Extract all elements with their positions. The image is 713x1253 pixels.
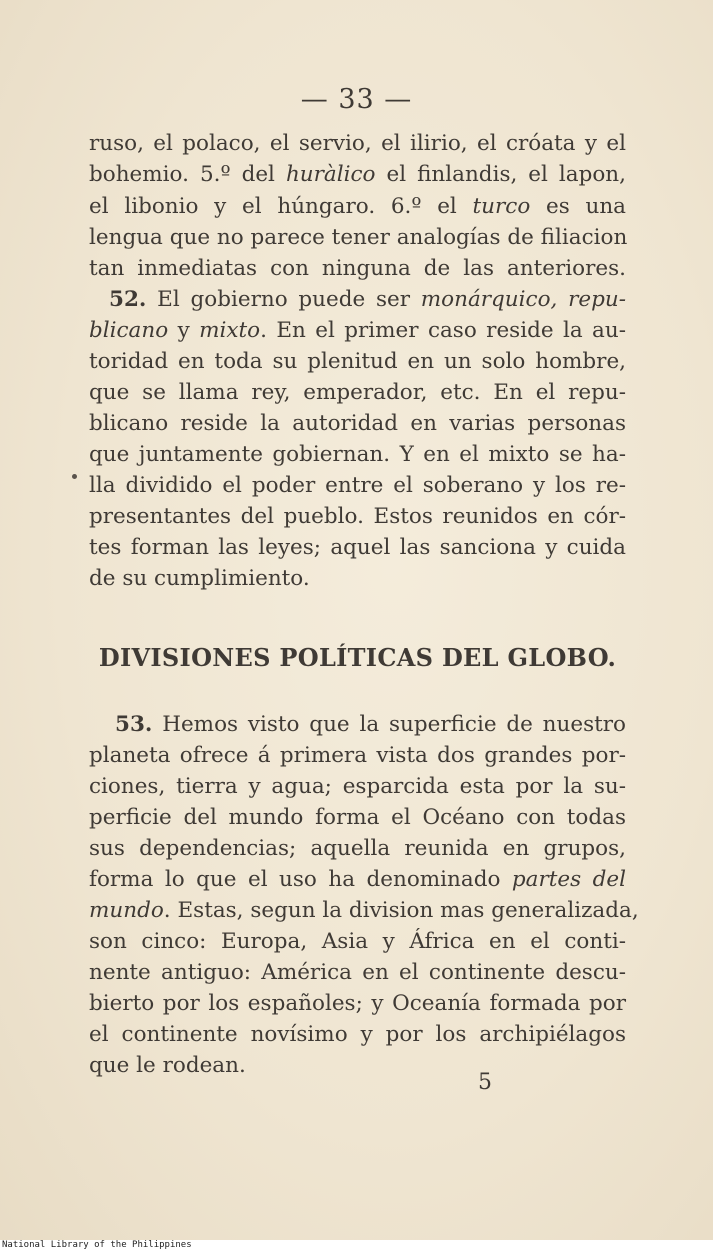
text-line: toridad en toda su plenitud en un solo hombre, bbox=[89, 349, 626, 374]
paragraph-number: 52. bbox=[109, 287, 147, 312]
signature-mark: 5 bbox=[478, 1070, 492, 1095]
text-line: forma lo que el uso ha denominado partes del bbox=[89, 867, 627, 892]
paragraph-number: 53. bbox=[115, 712, 153, 737]
text-line: 52. El gobierno puede ser monárquico, repu- bbox=[109, 287, 626, 312]
text-line: presentantes del pueblo. Estos reunidos en cór- bbox=[89, 504, 626, 529]
text-line: tes forman las leyes; aquel las sanciona y cuida bbox=[89, 535, 626, 560]
text-line: tan inmediatas con ninguna de las anteriores. bbox=[89, 256, 626, 281]
text-line: que le rodean. bbox=[89, 1053, 246, 1078]
text-line: bohemio. 5.º del huràlico el finlandis, el lapon, bbox=[89, 162, 626, 187]
text-line: mundo. Estas, segun la division mas generalizada, bbox=[89, 898, 639, 923]
text-line: que juntamente gobiernan. Y en el mixto se ha- bbox=[89, 442, 626, 467]
text-line: de su cumplimiento. bbox=[89, 566, 310, 591]
text-line: 53. Hemos visto que la superficie de nuestro bbox=[115, 712, 626, 737]
margin-mark bbox=[72, 474, 77, 479]
text-line: que se llama rey, emperador, etc. En el repu- bbox=[89, 380, 626, 405]
text-line: ruso, el polaco, el servio, el ilirio, el cróata y el bbox=[89, 131, 626, 156]
text-line: lla dividido el poder entre el soberano y los re- bbox=[89, 473, 626, 498]
text-line: bierto por los españoles; y Oceanía formada por bbox=[89, 991, 626, 1016]
text-line: lengua que no parece tener analogías de filiacion bbox=[89, 225, 628, 250]
footer-credit: National Library of the Philippines bbox=[2, 1240, 192, 1250]
text-line: son cinco: Europa, Asia y África en el conti- bbox=[89, 929, 626, 954]
text-line: ciones, tierra y agua; esparcida esta por la su- bbox=[89, 774, 626, 799]
text-line: blicano y mixto. En el primer caso reside la au- bbox=[89, 318, 626, 343]
text-line: el libonio y el húngaro. 6.º el turco es una bbox=[89, 194, 627, 219]
section-heading: DIVISIONES POLÍTICAS DEL GLOBO. bbox=[98, 643, 617, 672]
text-line: blicano reside la autoridad en varias personas bbox=[89, 411, 626, 436]
text-line: el continente novísimo y por los archipiélagos bbox=[89, 1022, 626, 1047]
text-line: nente antiguo: América en el continente descu- bbox=[89, 960, 626, 985]
text-line: sus dependencias; aquella reunida en grupos, bbox=[89, 836, 626, 861]
text-line: perficie del mundo forma el Océano con todas bbox=[89, 805, 626, 830]
text-line: planeta ofrece á primera vista dos grandes por- bbox=[89, 743, 626, 768]
page-number: — 33 — bbox=[300, 84, 413, 115]
